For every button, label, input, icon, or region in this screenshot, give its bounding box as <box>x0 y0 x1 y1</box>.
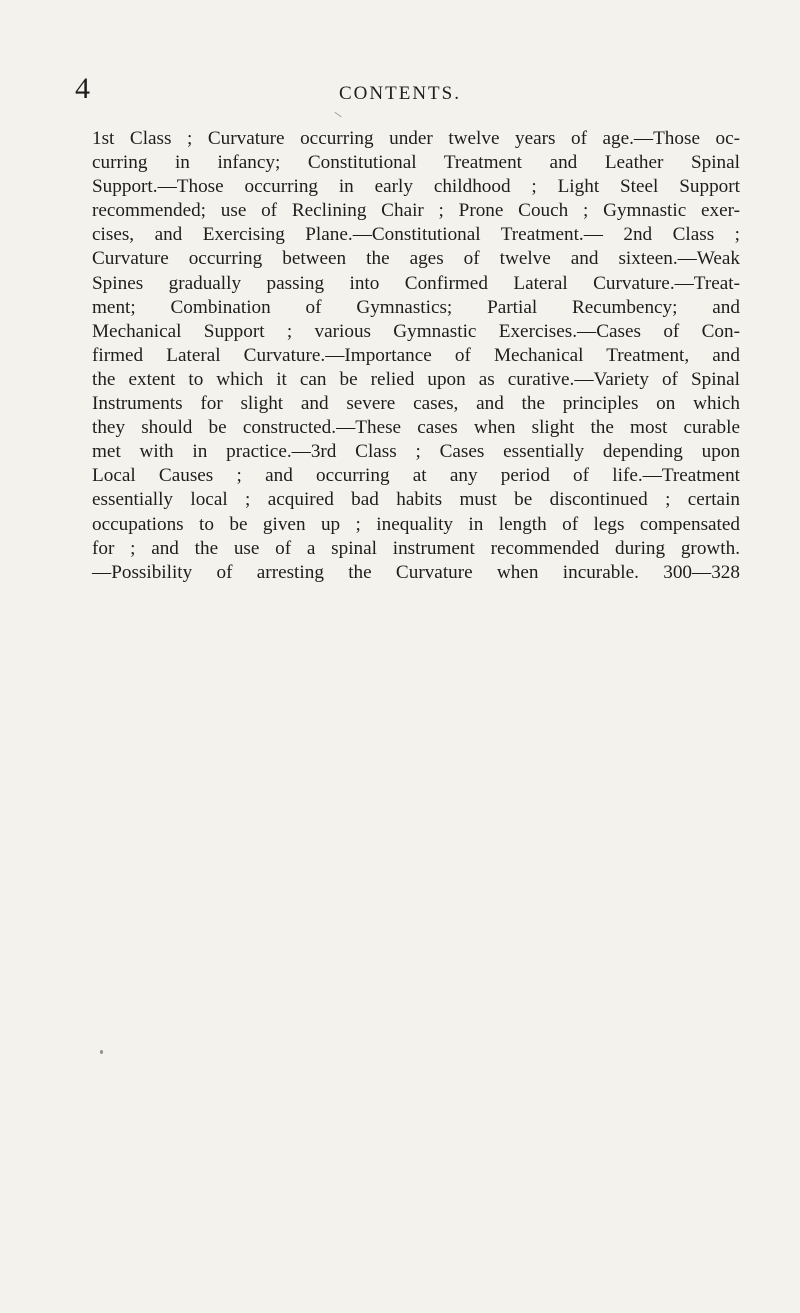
text-line: Curvature occurring between the ages of twelve and sixteen.—Weak <box>92 248 740 270</box>
text-line: ment; Combination of Gymnastics; Partial Recumbency; and <box>92 296 740 318</box>
text-line: Support.—Those occurring in early childhood ; Light Steel Support <box>92 176 740 198</box>
text-line: the extent to which it can be relied upon as curative.—Variety of Spinal <box>92 368 740 390</box>
text-line: Spines gradually passing into Confirmed Lateral Curvature.—Treat- <box>92 272 740 294</box>
page-number: 4 <box>75 72 90 105</box>
text-line: occupations to be given up ; inequality in length of legs compensated <box>92 513 740 535</box>
text-line: Mechanical Support ; various Gymnastic Exercises.—Cases of Con- <box>92 320 740 342</box>
text-line: for ; and the use of a spinal instrument recommended during growth. <box>92 537 740 559</box>
text-line: met with in practice.—3rd Class ; Cases essentially depending upon <box>92 441 740 463</box>
text-line: firmed Lateral Curvature.—Importance of Mechanical Treatment, and <box>92 344 740 366</box>
text-line: Local Causes ; and occurring at any period of life.—Treatment <box>92 465 740 487</box>
text-line: essentially local ; acquired bad habits must be discontinued ; certain <box>92 489 740 511</box>
text-line: recommended; use of Reclining Chair ; Prone Couch ; Gymnastic exer- <box>92 200 740 222</box>
stray-ink-mark <box>334 112 341 117</box>
text-line: 1st Class ; Curvature occurring under twelve years of age.—Those oc- <box>92 128 740 149</box>
text-line-with-page-range: —Possibility of arresting the Curvature when incurable. 300—328 <box>92 561 740 583</box>
running-head: CONTENTS. <box>339 83 461 104</box>
text-line: cises, and Exercising Plane.—Constitutional Treatment.— 2nd Class ; <box>92 224 740 246</box>
text-line: they should be constructed.—These cases when slight the most curable <box>92 417 740 439</box>
text-line: Instruments for slight and severe cases, and the principles on which <box>92 393 740 415</box>
contents-entry <box>92 127 740 585</box>
text-line: curring in infancy; Constitutional Treatment and Leather Spinal <box>92 152 740 174</box>
stray-dot-mark <box>100 1050 103 1054</box>
